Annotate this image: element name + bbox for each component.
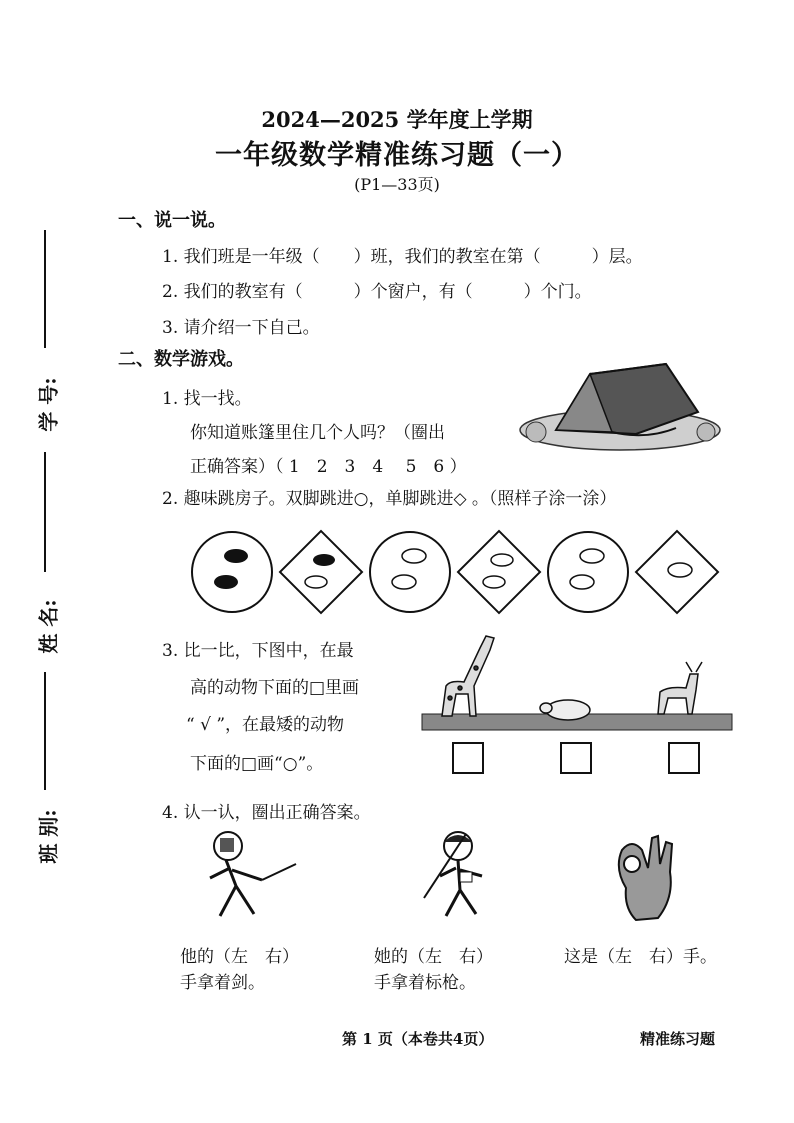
name-label: 姓 名:: [36, 599, 61, 654]
section2-q4-a2: 手拿着剑。: [180, 973, 265, 993]
section2-heading: 二、数学游戏。: [118, 349, 244, 370]
section2-q1-line2: 正确答案）（ 1 2 3 4 5 6 ）: [190, 457, 467, 477]
section1-heading: 一、说一说。: [118, 210, 226, 231]
hop-circle-2: [370, 532, 450, 612]
tent-illustration: [516, 362, 722, 454]
answer-box-giraffe[interactable]: [452, 742, 484, 774]
section1-q1: 1. 我们班是一年级（ ）班，我们的教室在第（ ）层。: [162, 247, 643, 267]
section2-q4-c1: 这是（左 右）手。: [564, 947, 717, 967]
class-label: 班 别:: [36, 809, 61, 864]
answer-box-deer[interactable]: [668, 742, 700, 774]
section2-q1-title: 1. 找一找。: [162, 389, 252, 409]
hop-diamond-2: [458, 531, 540, 613]
hop-circle-1: [192, 532, 272, 612]
section2-q3-line1: 3. 比一比，下图中，在最: [162, 641, 354, 661]
deer-icon: [658, 662, 702, 714]
section2-q3-line2: 高的动物下面的□里画: [190, 678, 360, 698]
section2-q4-b2: 手拿着标枪。: [374, 973, 476, 993]
year-line: 2024—2025 学年度上学期: [261, 107, 533, 132]
section1-q3: 3. 请介绍一下自己。: [162, 318, 320, 338]
section2-q1-line1: 你知道账篷里住几个人吗？（圈出: [190, 423, 445, 443]
student-no-line: [44, 230, 46, 348]
page-title: 一年级数学精准练习题（一）: [215, 140, 579, 171]
brand-label: 精准练习题: [640, 1030, 716, 1048]
section2-q3-line4: 下面的□画“○”。: [190, 754, 324, 774]
section2-q2: 2. 趣味跳房子。双脚跳进○，单脚跳进◇ 。（照样子涂一涂）: [162, 489, 617, 509]
name-line: [44, 452, 46, 572]
hop-circle-3: [548, 532, 628, 612]
section1-q2: 2. 我们的教室有（ ）个窗户，有（ ）个门。: [162, 282, 592, 302]
section2-q4-a1: 他的（左 右）: [180, 947, 299, 967]
javelin-girl-illustration: [420, 828, 500, 924]
class-line: [44, 672, 46, 790]
student-no-label: 学 号:: [36, 377, 61, 432]
section2-q3-line3: “ √ ”，在最矮的动物: [186, 715, 345, 735]
section2-q4-b1: 她的（左 右）: [374, 947, 493, 967]
page-range: (P1—33页): [354, 175, 440, 194]
fencer-illustration: [196, 828, 300, 924]
ok-hand-illustration: [608, 828, 680, 924]
section2-q4-title: 4. 认一认，圈出正确答案。: [162, 803, 371, 823]
giraffe-icon: [442, 636, 494, 716]
hop-diamond-3: [636, 531, 718, 613]
hop-diamond-1: [280, 531, 362, 613]
answer-box-pig[interactable]: [560, 742, 592, 774]
page-number: 第 1 页（本卷共4页）: [342, 1030, 494, 1048]
hopscotch-row: [190, 526, 734, 618]
animals-illustration: [420, 628, 734, 734]
